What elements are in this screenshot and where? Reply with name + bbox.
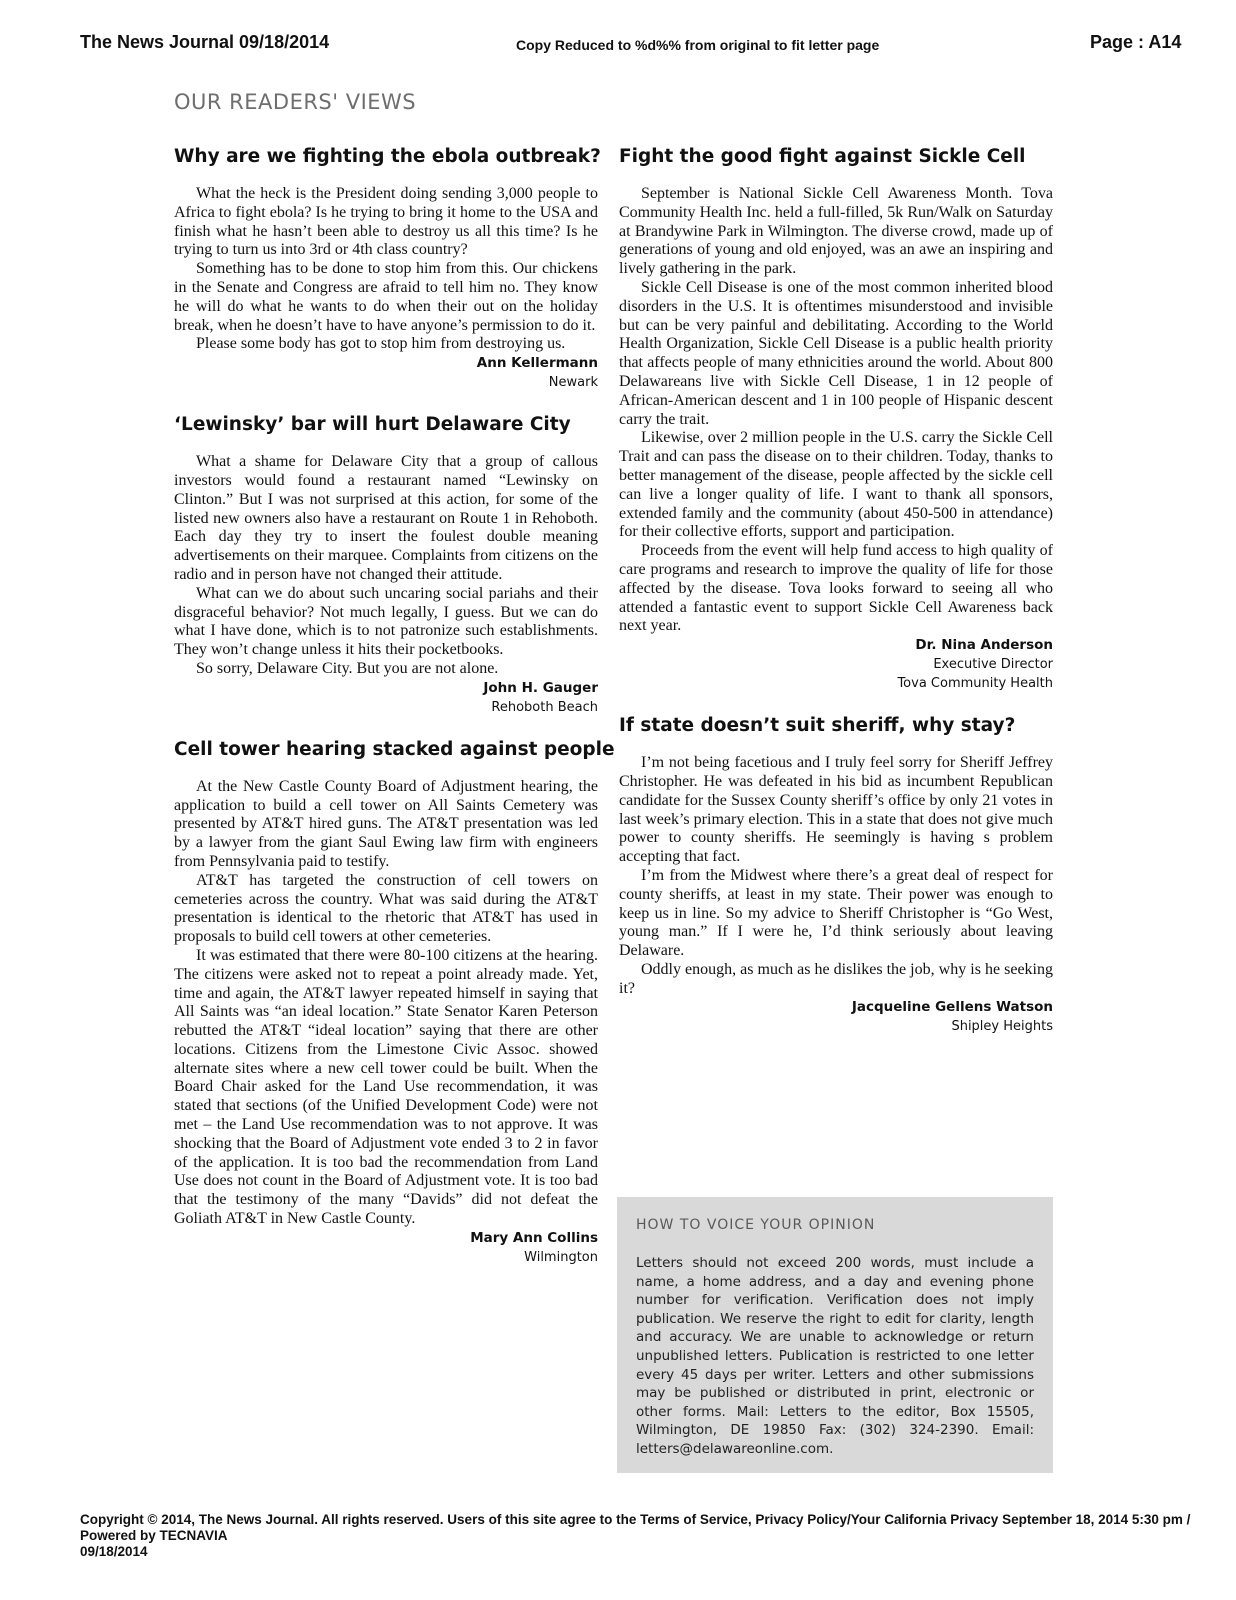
author-location: Tova Community Health xyxy=(897,676,1053,692)
letter-body xyxy=(174,453,598,679)
author-location: Newark xyxy=(548,375,598,391)
publication-date-header: The News Journal 09/18/2014 xyxy=(80,32,330,52)
how-to-voice-opinion-box xyxy=(617,1197,1053,1473)
letter-body xyxy=(619,754,1053,998)
letter-paragraph: At the New Castle County Board of Adjustment hearing, the application to build a cell tower on All Saints Cemetery was presented by AT&T hired guns. The AT&T presentation was led by a lawyer from the giant Saul Ewing law firm with engineers from Pennsylvania paid to testify. xyxy=(174,777,598,870)
letter-signature xyxy=(174,354,598,392)
letter-signature xyxy=(619,998,1053,1036)
letter-paragraph: Proceeds from the event will help fund access to high quality of care programs and research to improve the quality of life for those affected by the disease. Tova looks forward to seeing all who attended a fantastic event to support Sickle Cell Awareness back next year. xyxy=(619,542,1053,635)
author-name: John H. Gauger xyxy=(483,679,598,696)
letter-signature xyxy=(619,636,1053,693)
letter-paragraph: Likewise, over 2 million people in the U.S. carry the Sickle Cell Trait and can pass the disease on to their children. Today, thanks to better management of the disease, people affected by the sickle cell can live a longer quality of life. I want to thank all sponsors, extended family and the community (about 450-500 in attendance) for their collective efforts, support and participation. xyxy=(619,429,1053,541)
author-location: Wilmington xyxy=(524,1249,598,1265)
letter-paragraph: What can we do about such uncaring social pariahs and their disgraceful behavior? Not much legally, I guess. But we can do what I have done, which is to not patronize such establishments. They won’t change unless it hits their pocketbooks. xyxy=(174,584,598,659)
letter-paragraph: Something has to be done to stop him from this. Our chickens in the Senate and Congress are afraid to tell him no. They know he will do what he wants to do when their out on the holiday break, when he doesn’t have to have anyone’s permission to do it. xyxy=(174,260,598,334)
left-column xyxy=(174,146,615,1289)
section-title: OUR READERS' VIEWS xyxy=(174,90,417,114)
letter-paragraph: What the heck is the President doing sending 3,000 people to Africa to fight ebola? Is he trying to bring it home to the USA and finish what he hasn’t been able to destroy us all this time? Is he trying to turn us into 3rd or 4th class country? xyxy=(174,185,598,259)
author-name: Jacqueline Gellens Watson xyxy=(851,999,1053,1016)
letter-headline: If state doesn’t suit sheriff, why stay? xyxy=(619,715,1016,737)
copyright-text: Copyright © 2014, The News Journal. All rights reserved. Users of this site agree to the xyxy=(80,1512,637,1527)
letter-lewinsky xyxy=(174,414,598,717)
letter-headline: ‘Lewinsky’ bar will hurt Delaware City xyxy=(174,414,571,436)
terms-link[interactable]: Terms of Service, Privacy Policy/Your California Privacy xyxy=(640,1512,999,1527)
author-location: Shipley Heights xyxy=(951,1019,1053,1035)
copy-reduced-note: Copy Reduced to %d%% from original to fit letter page xyxy=(516,37,880,53)
letter-sheriff xyxy=(619,715,1053,1036)
letter-paragraph: I’m from the Midwest where there’s a great deal of respect for county sheriffs, at least in my state. Their power was enough to keep us in line. So my advice to Sheriff Christopher is “Go West, young man.” If I were he, I’d think seriously about leaving Delaware. xyxy=(619,866,1053,960)
author-name: Dr. Nina Anderson xyxy=(915,637,1053,654)
letter-signature xyxy=(174,1229,598,1267)
author-location: Rehoboth Beach xyxy=(491,699,598,715)
letter-paragraph: Oddly enough, as much as he dislikes the job, why is he seeking it? xyxy=(619,960,1053,997)
letter-paragraph: I’m not being facetious and I truly feel sorry for Sheriff Jeffrey Christopher. He was defeated in his bid as incumbent Republican candidate for the Sussex County sheriff’s office by only 21 votes in last week’s primary election. This in a state that does not give much power to county sheriffs. He seemingly is having s problem accepting that fact. xyxy=(619,754,1053,866)
letter-body xyxy=(174,185,598,354)
howto-title: HOW TO VOICE YOUR OPINION xyxy=(636,1217,876,1233)
right-column xyxy=(619,146,1053,1058)
letter-paragraph: It was estimated that there were 80-100 citizens at the hearing. The citizens were asked not to repeat a point already made. Yet, time and again, the AT&T lawyer repeated himself in saying that All Saints was “an ideal location.” State Senator Karen Peterson rebutted the AT&T “ideal location” saying that there are other locations. Citizens from the Limestone Civic Assoc. showed alternate sites where a new cell tower could be built. When the Board Chair asked for the Land Use recommendation, it was stated that sections (of the Unified Development Code) were not met – the Land Use recommendation was to not approve. It was shocking that the Board of Adjustment vote ended 3 to 2 in favor of the application. It is too bad the recommendation from Land Use does not count in the Board of Adjustment vote. It is too bad that the testimony of the many “Davids” did not defeat the Goliath AT&T in New Castle County. xyxy=(174,946,598,1228)
letter-paragraph: Sickle Cell Disease is one of the most common inherited blood disorders in the U.S. It is oftentimes misunderstood and invisible but can be very painful and debilitating. According to the World Health Organization, Sickle Cell Disease is a public health priority that affects people of many ethnicities around the world. About 800 Delawareans live with Sickle Cell Disease, 1 in 12 people of African-American descent and 1 in 100 people of Hispanic descent carry the trait. xyxy=(619,278,1053,428)
letter-paragraph: So sorry, Delaware City. But you are not alone. xyxy=(196,659,499,677)
letter-headline: Why are we fighting the ebola outbreak? xyxy=(174,146,601,167)
timestamp-overlay: September 18, 2014 5:30 pm / Powered by TECNAVIA xyxy=(80,1512,1191,1543)
letter-paragraph: What a shame for Delaware City that a group of callous investors would found a restaurant named “Lewinsky on Clinton.” But I was not surprised at this action, for some of the listed new owners also have a restaurant on Route 1 in Rehoboth. Each day they try to insert the foulest double meaning advertisements on their marquee. Complaints from citizens on the radio and in person have not changed their attitude. xyxy=(174,453,598,583)
howto-text: Letters should not exceed 200 words, must include a name, a home address, and a day and evening phone number for verification. Verification does not imply publication. We reserve the right to edit for clarity, length and accuracy. We are unable to acknowledge or return unpublished letters. Publication is restricted to one letter every 45 days per writer. Letters and other submissions may be published or distributed in print, electronic or other forms. Mail: Letters to the editor, Box 15505, Wilmington, DE 19850 Fax: (302) 324-2390. Email: letters@delawareonline.com. xyxy=(636,1255,1034,1457)
letter-sickle-cell xyxy=(619,146,1053,693)
letter-paragraph: Please some body has got to stop him from destroying us. xyxy=(196,335,566,353)
letter-body xyxy=(174,778,598,1229)
letter-body xyxy=(619,185,1053,636)
letter-paragraph: AT&T has targeted the construction of cell towers on cemeteries across the country. What was said during the AT&T presentation is identical to the rhetoric that AT&T has used in proposals to build cell towers at other cemeteries. xyxy=(174,871,598,946)
letter-paragraph: September is National Sickle Cell Awareness Month. Tova Community Health Inc. held a full-filled, 5k Run/Walk on Saturday at Brandywine Park in Wilmington. The diverse crowd, made up of generations of young and old enjoyed, was an awe an inspiring and lively gathering in the park. xyxy=(619,185,1053,278)
letter-signature xyxy=(174,679,598,717)
author-name: Ann Kellermann xyxy=(476,355,598,372)
footer-date: 09/18/2014 xyxy=(80,1544,148,1559)
letter-ebola xyxy=(174,146,601,392)
letter-cell-tower xyxy=(174,738,615,1267)
footer xyxy=(80,1512,1220,1560)
page-number: Page : A14 xyxy=(1090,32,1182,52)
letter-headline: Fight the good fight against Sickle Cell xyxy=(619,146,1026,167)
author-name: Mary Ann Collins xyxy=(470,1229,598,1246)
letter-headline: Cell tower hearing stacked against people xyxy=(174,738,615,760)
author-title: Executive Director xyxy=(933,657,1053,673)
